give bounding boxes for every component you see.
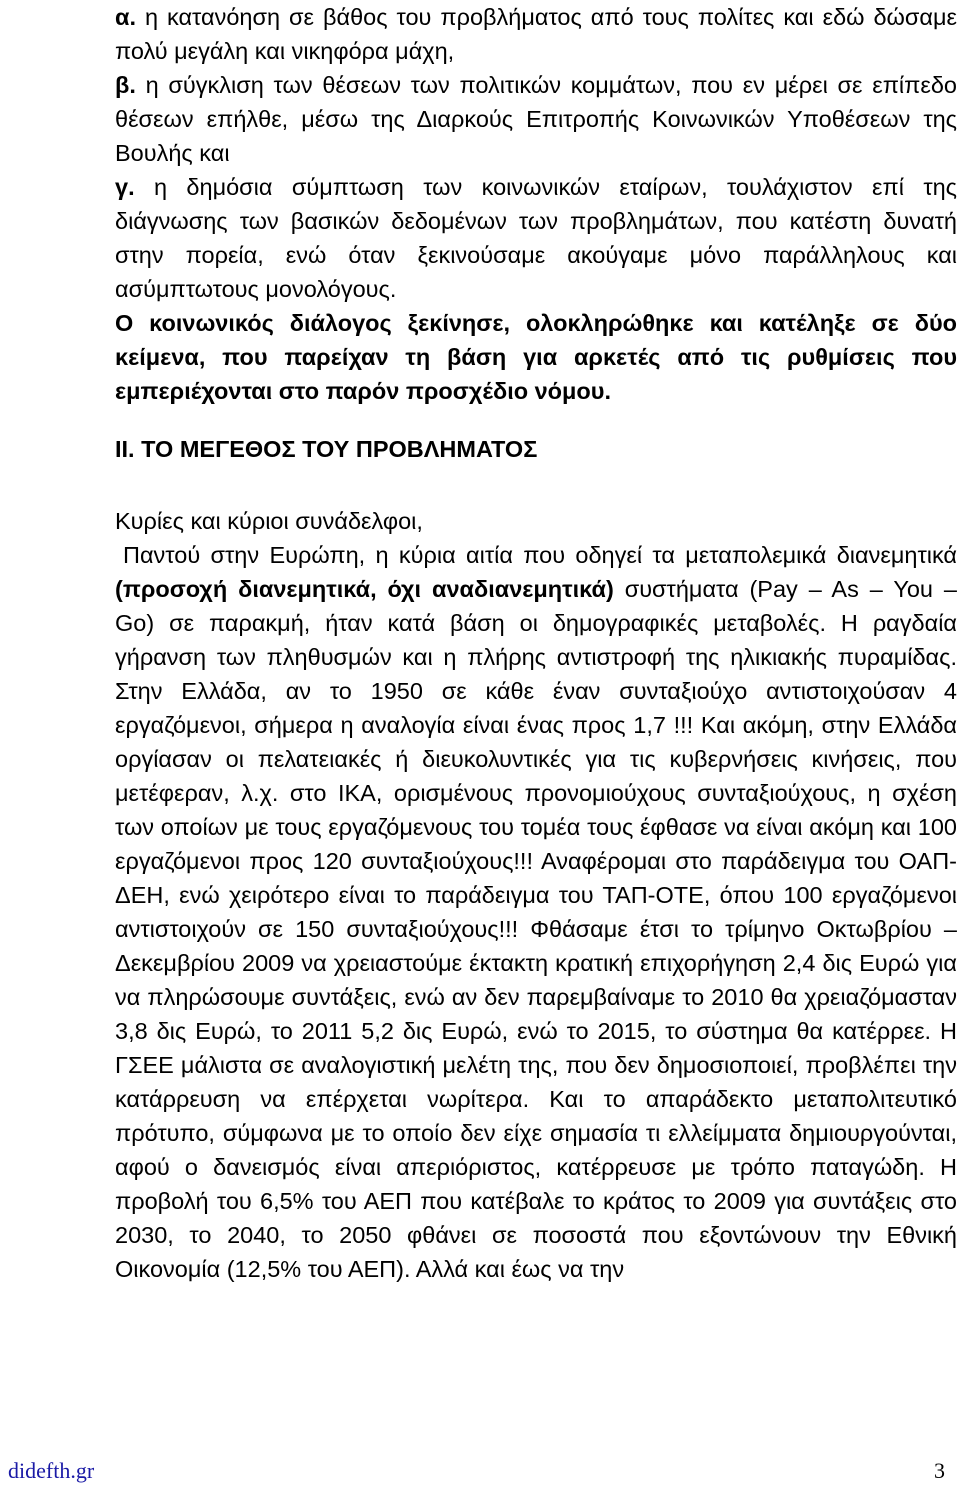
list-label-beta: β.: [115, 72, 136, 98]
footer-site-link[interactable]: didefth.gr: [8, 1458, 95, 1483]
body-text-part2: συστήματα (Pay – As – You – Go) σε παρακμή, ήταν κατά βάση οι δημογραφικές μεταβολές. Η ραγδαία γήρανση των πληθυσμών και η πλήρης αντιστροφή της ηλικιακής πυραμίδας. Στην Ελλάδα, αν το 1950 σε κάθε έναν συνταξιούχο αντιστοιχούσαν 4 εργαζόμενοι, σήμερα η αναλογία είναι ένας προς 1,7 !!! Και ακόμη, στην Ελλάδα οργίασαν οι πελατειακές ή διευκολυντικές για τις κυβερνήσεις κινήσεις, που μετέφεραν, λ.χ. στο ΙΚΑ, ορισμένους προνομιούχους συνταξιούχους, η σχέση των οποίων με τους εργαζόμενους του τομέα τους έφθασε να είναι ακόμη και 100 εργαζόμενοι προς 120 συνταξιούχους!!! Αναφέρομαι στο παράδειγμα του ΟΑΠ-ΔΕΗ, ενώ χειρότερο είναι το παράδειγμα του ΤΑΠ-ΟΤΕ, όπου 100 εργαζόμενοι αντιστοιχούν σε 150 συνταξιούχους!!! Φθάσαμε έτσι το τρίμηνο Οκτωβρίου – Δεκεμβρίου 2009 να χρειαστούμε έκτακτη κρατική επιχορήγηση 2,4 δις Ευρώ για να πληρώσουμε συντάξεις, ενώ αν δεν παρεμβαίναμε το 2010 θα χρειαζόμασταν 3,8 δις Ευρώ, το 2011 5,2 δις Ευρώ, ενώ το 2015, το σύστημα θα κατέρρεε. Η ΓΣΕΕ μάλιστα σε αναλογιστική μελέτη της, που δεν δημοσιοποιεί, προβλέπει την κατάρρευση να επέρχεται νωρίτερα. Και το απαράδεκτο μεταπολιτευτικό πρότυπο, σύμφωνα με το οποίο δεν είχε σημασία τι ελλείμματα δημιουργούνται, αφού ο δανεισμός είναι απεριόριστος, κατέρρευσε με τρόπο παταγώδη. Η προβολή του 6,5% του ΑΕΠ που κατέβαλε το κράτος το 2009 για συντάξεις στο 2030, το 2040, το 2050 φθάνει σε ποσοστά που εξοντώνουν την Εθνική Οικονομία (12,5% του ΑΕΠ). Αλλά και έως να την: [115, 576, 957, 1282]
list-label-gamma: γ.: [115, 174, 135, 200]
list-text-beta: η σύγκλιση των θέσεων των πολιτικών κομμάτων, που εν μέρει σε επίπεδο θέσεων επήλθε, μέσω της Διαρκούς Επιτροπής Κοινωνικών Υποθέσεων της Βουλής και: [115, 72, 957, 166]
page-number: 3: [934, 1458, 945, 1483]
body-paragraph: [115, 538, 957, 1286]
list-text-alpha: η κατανόηση σε βάθος του προβλήματος από τους πολίτες και εδώ δώσαμε πολύ μεγάλη και νικηφόρα μάχη,: [115, 4, 958, 64]
section-heading: ΙΙ. ΤΟ ΜΕΓΕΘΟΣ ΤΟΥ ΠΡΟΒΛΗΜΑΤΟΣ: [115, 436, 538, 462]
dialogue-paragraph: Ο κοινωνικός διάλογος ξεκίνησε, ολοκληρώθηκε και κατέληξε σε δύο κείμενα, που παρείχαν τη βάση για αρκετές από τις ρυθμίσεις που εμπεριέχονται στο παρόν προσχέδιο νόμου.: [115, 310, 957, 404]
document-page: [115, 0, 957, 1286]
list-item-gamma: [115, 170, 957, 306]
list-label-alpha: α.: [115, 4, 136, 30]
page-footer: [0, 1458, 960, 1488]
list-item-alpha: [115, 0, 957, 68]
salutation: Κυρίες και κύριοι συνάδελφοι,: [115, 508, 423, 534]
list-text-gamma: η δημόσια σύμπτωση των κοινωνικών εταίρων, τουλάχιστον επί της διάγνωσης των βασικών δεδομένων των προβλημάτων, που κατέστη δυνατή στην πορεία, ενώ όταν ξεκινούσαμε ακούγαμε μόνο παράλληλους και ασύμπτωτους μονολόγους.: [115, 174, 957, 302]
body-bold-note: (προσοχή διανεμητικά, όχι αναδιανεμητικά): [115, 576, 614, 602]
list-item-beta: [115, 68, 957, 170]
body-text-part1: Παντού στην Ευρώπη, η κύρια αιτία που οδηγεί τα μεταπολεμικά διανεμητικά: [123, 542, 957, 568]
